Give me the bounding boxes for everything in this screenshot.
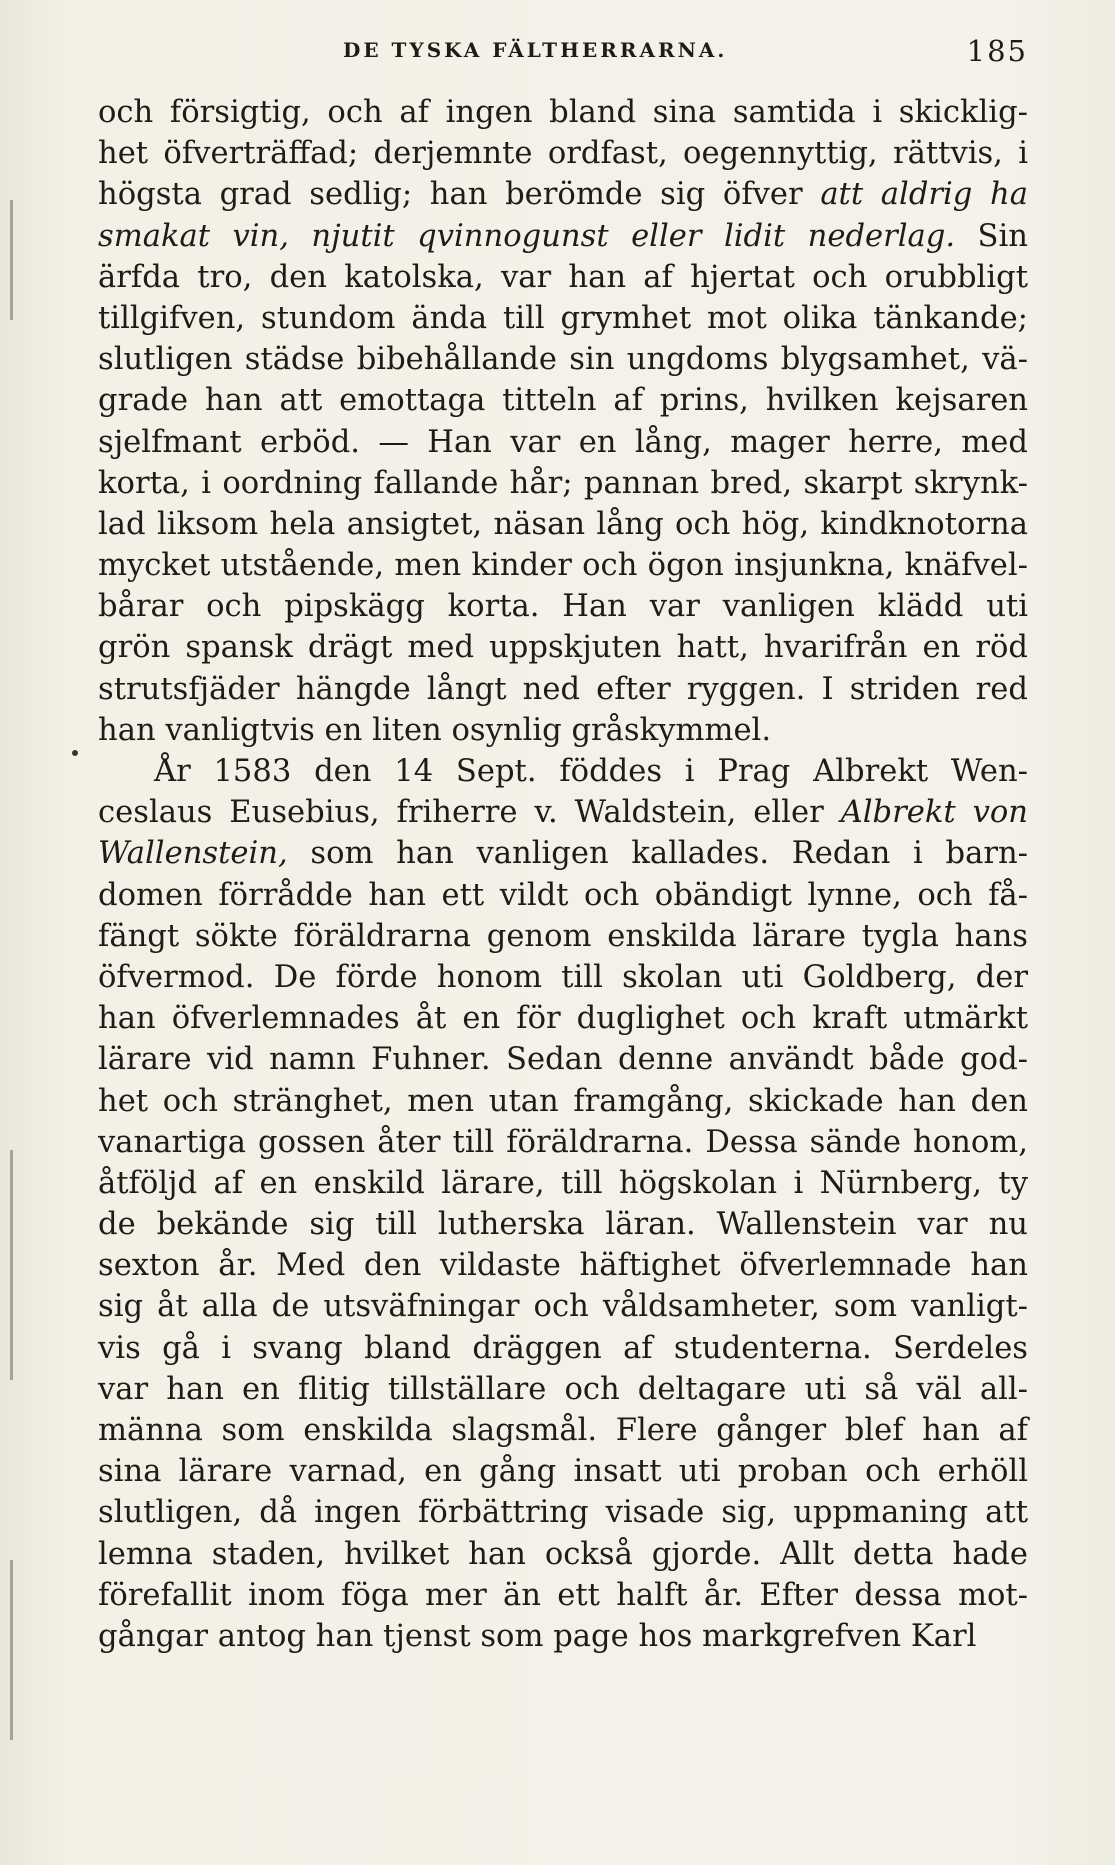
text-line [98, 792, 1028, 833]
text-segment: grade han att emottaga titteln af prins, hvilken kejsaren [98, 383, 1028, 419]
text-line [98, 463, 1028, 504]
text-line [98, 916, 1028, 957]
text-line [98, 92, 1028, 133]
text-segment: förefallit inom föga mer än ett halft år. Efter dessa mot- [98, 1577, 1028, 1613]
margin-mark [10, 200, 13, 320]
italic-text: att aldrig ha [820, 177, 1028, 213]
text-segment: Sin [955, 218, 1028, 254]
text-segment: högsta grad sedlig; han berömde sig öfver [98, 177, 821, 213]
text-segment: slutligen städse bibehållande sin ungdoms blygsamhet, vä- [98, 342, 1028, 378]
text-segment: fängt sökte föräldrarna genom enskilda lärare tygla hans [98, 918, 1028, 954]
margin-mark [10, 1150, 13, 1380]
text-segment: männa som enskilda slagsmål. Flere gånger blef han af [98, 1413, 1028, 1448]
text-segment: sig åt alla de utsväfningar och våldsamheter, som vanligt- [98, 1289, 1028, 1325]
italic-text: smakat vin, njutit qvinnogunst eller lidit nederlag. [98, 218, 956, 254]
text-line [98, 422, 1028, 463]
text-segment: han öfverlemnades åt en för duglighet och kraft utmärkt [98, 1001, 1028, 1037]
text-segment: sjelfmant erböd. — Han var en lång, mager herre, med [98, 424, 1028, 460]
text-segment: grön spansk drägt med uppskjuten hatt, hvarifrån en röd [98, 630, 1028, 666]
text-segment: ceslaus Eusebius, friherre v. Waldstein, eller [98, 795, 841, 831]
text-line [98, 133, 1028, 174]
text-segment: sina lärare varnad, en gång insatt uti proban och erhöll [98, 1454, 1028, 1490]
text-segment: åtföljd af en enskild lärare, till högskolan i Nürnberg, ty [98, 1165, 1028, 1201]
text-line [98, 833, 1028, 874]
italic-text: Wallenstein, [98, 836, 288, 872]
text-segment: lemna staden, hvilket han också gjorde. Allt detta hade [98, 1536, 1028, 1572]
text-segment: öfvermod. De förde honom till skolan uti Goldberg, der [98, 959, 1028, 995]
margin-mark [10, 1560, 13, 1740]
text-segment: mycket utstående, men kinder och ögon insjunkna, knäfvel- [98, 548, 1028, 584]
text-segment: de bekände sig till lutherska läran. Wallenstein var nu [98, 1207, 1028, 1243]
text-segment: var han en flitig tillställare och deltagare uti så väl all- [98, 1371, 1028, 1407]
text-line [98, 627, 1028, 668]
text-line [98, 1575, 1028, 1616]
text-line [98, 1081, 1028, 1122]
text-segment: bårar och pipskägg korta. Han var vanligen klädd uti [98, 589, 1028, 625]
text-line [98, 257, 1028, 298]
text-line [98, 751, 1028, 792]
body-text [98, 92, 1028, 1657]
text-line [98, 1122, 1028, 1163]
text-segment: ärfda tro, den katolska, var han af hjertat och orubbligt [98, 259, 1028, 295]
text-line [98, 504, 1028, 545]
italic-text: Albrekt von [840, 795, 1028, 831]
text-line [98, 1286, 1028, 1327]
text-line [98, 1616, 1028, 1657]
running-title: DE TYSKA FÄLTHERRARNA. [343, 38, 728, 62]
text-line [98, 875, 1028, 916]
text-segment: lad liksom hela ansigtet, näsan lång och hög, kindknotorna [98, 506, 1028, 542]
text-segment: tillgifven, stundom ända till grymhet mot olika tänkande; [98, 300, 1028, 336]
text-segment: korta, i oordning fallande hår; pannan bred, skarpt skrynk- [98, 465, 1028, 501]
page-header [100, 34, 1030, 74]
text-segment: vanartiga gossen åter till föräldrarna. Dessa sände honom, [98, 1124, 1028, 1160]
text-segment: strutsfjäder hängde långt ned efter ryggen. I striden red [98, 671, 1028, 707]
text-segment: som han vanligen kallades. Redan i barn- [287, 836, 1028, 872]
text-line [98, 1534, 1028, 1575]
text-line [98, 1410, 1028, 1451]
text-segment: gångar antog han tjenst som page hos markgrefven Karl [98, 1618, 977, 1654]
text-segment: sexton år. Med den vildaste häftighet öfverlemnade han [98, 1248, 1028, 1284]
text-line [98, 1039, 1028, 1080]
text-line [98, 957, 1028, 998]
text-line [98, 174, 1028, 215]
text-segment: vis gå i svang bland dräggen af studenterna. Serdeles [98, 1330, 1028, 1366]
text-line [98, 1492, 1028, 1533]
text-segment: slutligen, då ingen förbättring visade sig, uppmaning att [98, 1495, 1028, 1531]
text-line [98, 710, 1028, 751]
text-line [98, 545, 1028, 586]
page-number: 185 [966, 34, 1028, 68]
text-segment: lärare vid namn Fuhner. Sedan denne användt både god- [98, 1042, 1028, 1078]
text-segment: han vanligtvis en liten osynlig gråskymmel. [98, 712, 772, 748]
text-line [98, 1204, 1028, 1245]
text-line [98, 339, 1028, 380]
text-line [98, 669, 1028, 710]
text-line [98, 216, 1028, 257]
text-line [98, 1369, 1028, 1410]
text-line [98, 380, 1028, 421]
text-segment: domen förrådde han ett vildt och obändigt lynne, och få- [98, 877, 1028, 913]
text-line [98, 298, 1028, 339]
text-line [98, 1451, 1028, 1492]
text-line [98, 586, 1028, 627]
text-segment: År 1583 den 14 Sept. föddes i Prag Albrekt Wen- [154, 754, 1028, 789]
text-line [98, 1163, 1028, 1204]
text-segment: het och stränghet, men utan framgång, skickade han den [98, 1083, 1028, 1119]
text-line [98, 1245, 1028, 1286]
text-segment: och försigtig, och af ingen bland sina samtida i skicklig- [98, 95, 1028, 130]
text-segment: het öfverträffad; derjemnte ordfast, oegennyttig, rättvis, i [98, 136, 1028, 172]
margin-dot [72, 750, 78, 756]
text-line [98, 1328, 1028, 1369]
text-line [98, 998, 1028, 1039]
